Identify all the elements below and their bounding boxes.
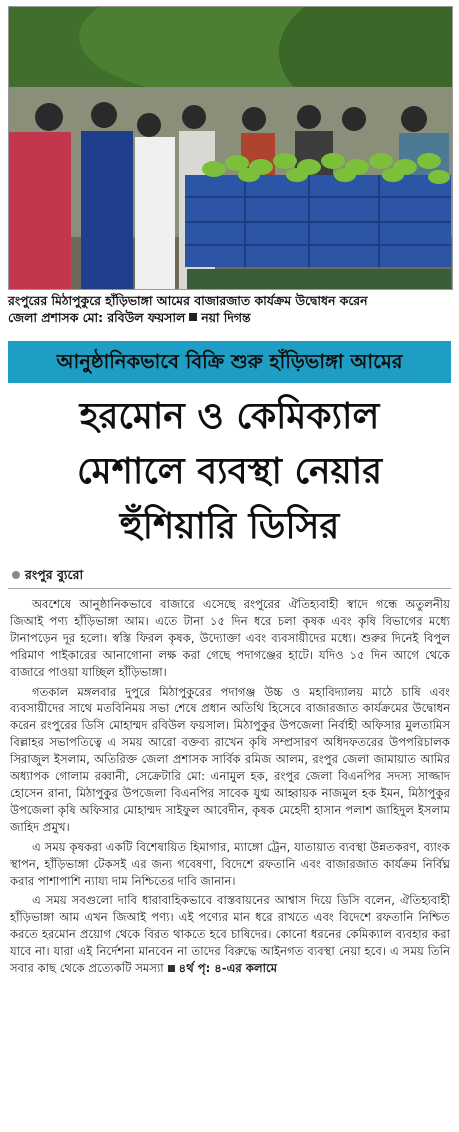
kicker-banner: আনুষ্ঠানিকভাবে বিক্রি শুরু হাঁড়িভাঙ্গা আমের (8, 341, 451, 383)
divider (8, 588, 451, 589)
paragraph-3: এ সময় কৃষকরা একটি বিশেষায়িত হিমাগার, ম্যাঙ্গো ট্রেন, যাতায়াত ব্যবস্থা উন্নতকরণ, ব্যাংক স্থাপন, হাঁড়িভাঙ্গা টেকসই এর জন্য গবেষণা, বিদেশে রফতানি এবং বাজারজাত কার্যক্রম নির্বিঘ্ন করার পাশাপাশি ন্যায্য দাম নিশ্চিতের দাবি জানান। (10, 839, 450, 888)
headline-line-1: হরমোন ও কেমিক্যাল (79, 395, 380, 437)
photo-caption (8, 292, 451, 326)
caption-line-2 (8, 309, 451, 326)
headline-line-3: হুঁশিয়ারি ডিসির (119, 505, 340, 547)
mango-market-photo (9, 7, 452, 289)
headline-line-2: মেশালে ব্যবস্থা নেয়ার (76, 450, 382, 492)
headline (8, 389, 451, 554)
byline (12, 567, 83, 587)
photo-credit: নয়া দিগন্ত (201, 310, 251, 325)
square-bullet-icon (168, 965, 175, 972)
news-photo (8, 6, 453, 290)
byline-text: রংপুর ব্যুরো (25, 567, 84, 582)
jump-text: ৪র্থ পৃ: ৪-এর কলামে (178, 961, 278, 976)
square-bullet-icon (189, 313, 197, 321)
continuation-note (164, 961, 277, 975)
bullet-icon (12, 571, 20, 579)
caption-line-2-text: জেলা প্রশাসক মো: রবিউল ফয়সাল (8, 310, 186, 325)
paragraph-1: অবশেষে আনুষ্ঠানিকভাবে বাজারে এসেছে রংপুরের ঐতিহ্যবাহী স্বাদে গন্ধে অতুলনীয় জিআই পণ্য হাঁড়িভাঙ্গা আম। এতে টানা ১৫ দিন ধরে চলা কৃষক এবং কৃষি বিভাগের মধ্যে টানাপড়েন দূর হলো। স্বস্তি ফিরল কৃষক, উদ্যোক্তা এবং ব্যবসায়ীদের মধ্যে। শুরুর দিনেই বিপুল পরিমাণ পাইকারের আনাগোনা লক্ষ করা গেছে পদাগঞ্জের হাটে। যদিও ১৫ দিন আগে থেকে বাজারে পাওয়া যাচ্ছিল হাঁড়িভাঙ্গা। (10, 597, 450, 679)
article-body (10, 596, 450, 980)
paragraph-2: গতকাল মঙ্গলবার দুপুরে মিঠাপুকুরের পদাগঞ্জ উচ্চ ও মহাবিদ্যালয় মাঠে চাষি এবং ব্যবসায়ীদের সাথে মতবিনিময় সভা শেষে প্রধান অতিথি হিসেবে বাজারজাত কার্যক্রমের উদ্বোধন করেন রংপুরের ডিসি মোহাম্মদ রবিউল ফয়সাল। মিঠাপুকুর উপজেলা নির্বাহী অফিসার মুলতামিস বিল্লাহর সভাপতিত্বে এ সময় আরো বক্তব্য রাখেন কৃষি সম্প্রসারণ অধিদফতরের উপপরিচালক সিরাজুল ইসলাম, অতিরিক্ত জেলা প্রশাসক সার্বিক রমিজ আলম, রংপুর জেলা জামায়াত আমির অধ্যাপক গোলাম রব্বানী, সেক্রেটারি মো: এনামুল হক, রংপুর জেলা বিএনপির সদস্য সাজ্জাদ হোসেন রানা, মিঠাপুকুর উপজেলা বিএনপির সাবেক যুগ্ম আহ্বায়ক নাজমুল হক ইমন, মিঠাপুকুর উপজেলা কৃষি অফিসার মোহাম্মদ সাইফুল আবেদীন, কৃষক মেহেদী হাসান পলাশ জাহিদুল ইসলাম জাহিদ প্রমুখ। (10, 684, 450, 834)
caption-line-1: রংপুরের মিঠাপুকুরে হাঁড়িভাঙ্গা আমের বাজারজাত কার্যক্রম উদ্বোধন করেন (8, 293, 368, 308)
paragraph-4-text: এ সময় সবগুলো দাবি ধারাবাহিকভাবে বাস্তবায়নের আশ্বাস দিয়ে ডিসি বলেন, ঐতিহ্যবাহী হাঁড়িভাঙ্গা আম এখন জিআই পণ্য। এই পণ্যের মান ধরে রাখতে এবং বিদেশে রফতানি নিশ্চিত করতে হরমোন প্রয়োগ থেকে বিরত থাকতে হবে চাষিদের। কোনো ধরনের কেমিক্যাল ব্যবহার করা যাবে না। যারা এই নির্দেশনা মানবেন না তাদের বিরুদ্ধে আইনগত ব্যবস্থা নেয়া হবে। এ সময় তিনি সবার কাছ থেকে প্রত্যেকটি সমস্যা (10, 893, 450, 976)
paragraph-4 (10, 892, 450, 977)
